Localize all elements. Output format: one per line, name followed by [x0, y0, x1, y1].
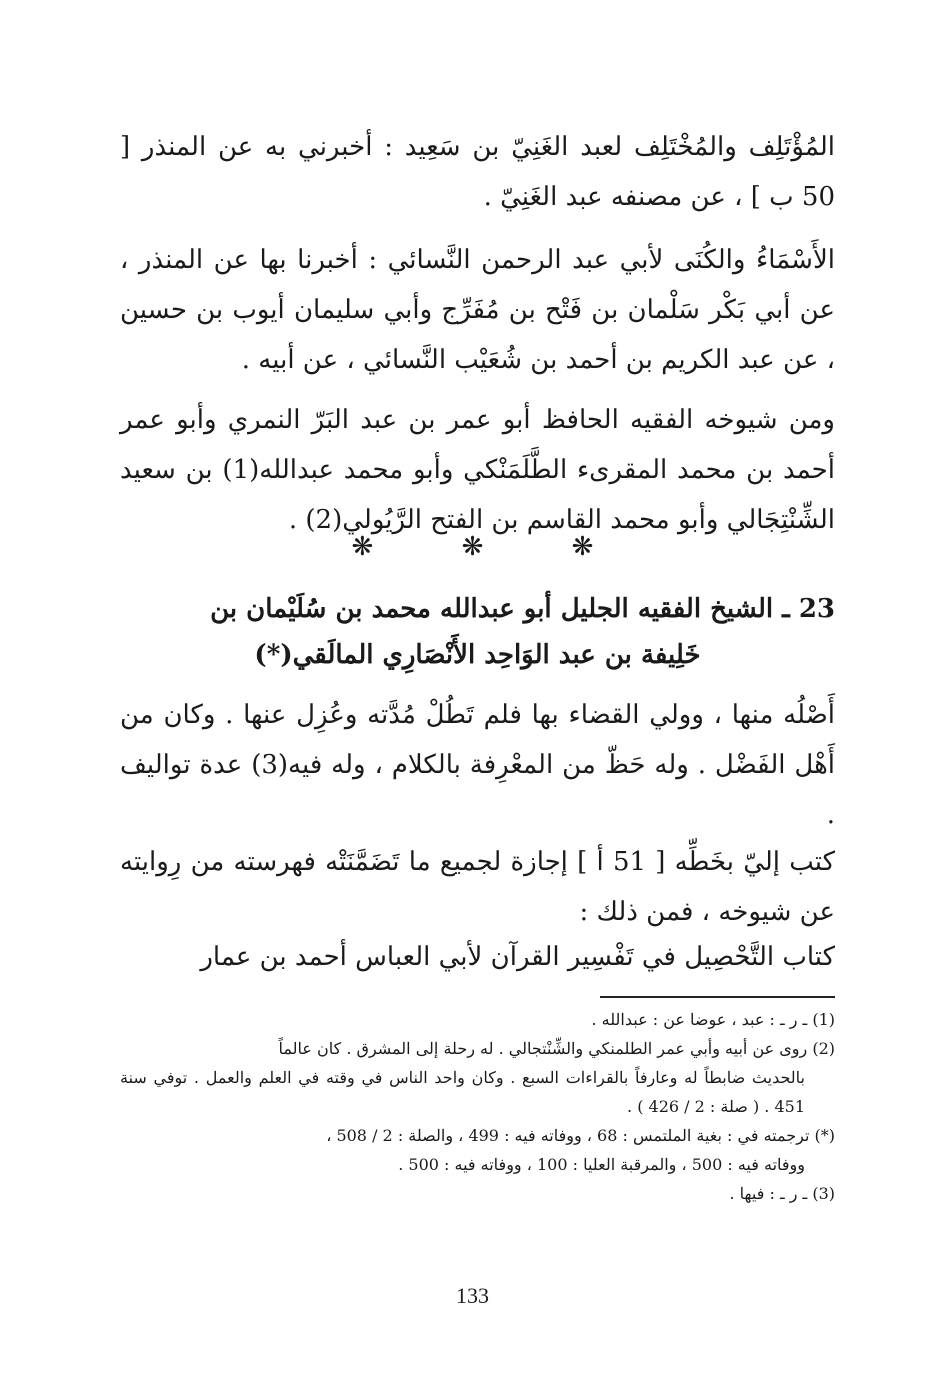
footnote-star	[120, 1121, 835, 1179]
footnote-3	[120, 1179, 835, 1208]
footnote-text: (*) ترجمته في : بغية الملتمس : 68 ، ووفاته فيه : 499 ، والصلة : 2 / 508 ،	[326, 1126, 835, 1145]
separator-star: ❋	[351, 532, 374, 562]
footnote-divider	[600, 996, 835, 998]
footnote-text: (2) روى عن أبيه وأبي عمر الطلمنكي والشِّنْتجالي . له رحلة إلى المشرق . كان عالماً	[278, 1039, 835, 1058]
paragraph-shuyukh: ومن شيوخه الفقيه الحافظ أبو عمر بن عبد البَرّ النمري وأبو عمر أحمد بن محمد المقرىء الطَّلَمَنْكي وأبو محمد عبدالله(1) بن سعيد الشِّنْتِجَالي وأبو محمد القاسم بن الفتح الرَّيُولي(2) .	[120, 405, 835, 535]
paragraph-mutalif: المُؤْتَلِف والمُخْتَلِف لعبد الغَنِيّ بن سَعِيد : أخبرني به عن المنذر [ 50 ب ] ، عن مصنفه عبد الغَنِيّ .	[120, 132, 835, 212]
footnotes	[120, 1005, 835, 1208]
page-number: 133	[456, 1283, 489, 1308]
footnote-text: (3) ـ ر ـ : فيها .	[729, 1184, 835, 1203]
footnote-2	[120, 1034, 835, 1121]
paragraph-kataba: كتب إليّ بخَطِّه [ 51 أ ] إجازة لجميع ما تَضَمَّنَتْه فهرسته من رِوايته عن شيوخه ، فمن ذلك :	[120, 847, 836, 927]
entry-heading-line2: خَلِيفة بن عبد الوَاحِد الأَنْصَارِي المالَقي(*)	[254, 640, 701, 670]
paragraph-kitab-tahsil: كتاب التَّحْصِيل في تَفْسِير القرآن لأبي العباس أحمد بن عمار	[200, 942, 835, 972]
footnote-1	[120, 1005, 835, 1034]
footnote-text: (1) ـ ر ـ : عبد ، عوضا عن : عبدالله .	[591, 1010, 835, 1029]
footnote-continuation: ووفاته فيه : 500 ، والمرقبة العليا : 100 ، ووفاته فيه : 500 .	[398, 1155, 805, 1174]
section-separator	[0, 532, 945, 562]
footnote-continuation: بالحديث ضابطاً له وعارفاً بالقراءات السبع . وكان واحد الناس في وقته في العلم والعمل . توفي سنة 451 . ( صلة : 2 / 426 ) .	[120, 1068, 805, 1116]
paragraph-asma-kuna: الأَسْمَاءُ والكُنَى لأبي عبد الرحمن النَّسائي : أخبرنا بها عن المنذر ، عن أبي بَكْر سَلْمان بن فَتْح بن مُفَرِّج وأبي سليمان أيوب بن حسين ، عن عبد الكريم بن أحمد بن شُعَيْب النَّسائي ، عن أبيه .	[120, 245, 835, 375]
entry-heading-line1: 23 ـ الشيخ الفقيه الجليل أبو عبدالله محمد بن سُلَيْمان بن	[210, 594, 835, 624]
paragraph-asluh: أَصْلُه منها ، وولي القضاء بها فلم تَطُلْ مُدَّته وعُزِل عنها . وكان من أَهْل الفَضْل . وله حَظّ من المعْرِفة بالكلام ، وله فيه(3) عدة تواليف .	[120, 700, 836, 830]
entry-heading	[120, 586, 835, 678]
separator-star: ❋	[461, 532, 484, 562]
separator-star: ❋	[571, 532, 594, 562]
